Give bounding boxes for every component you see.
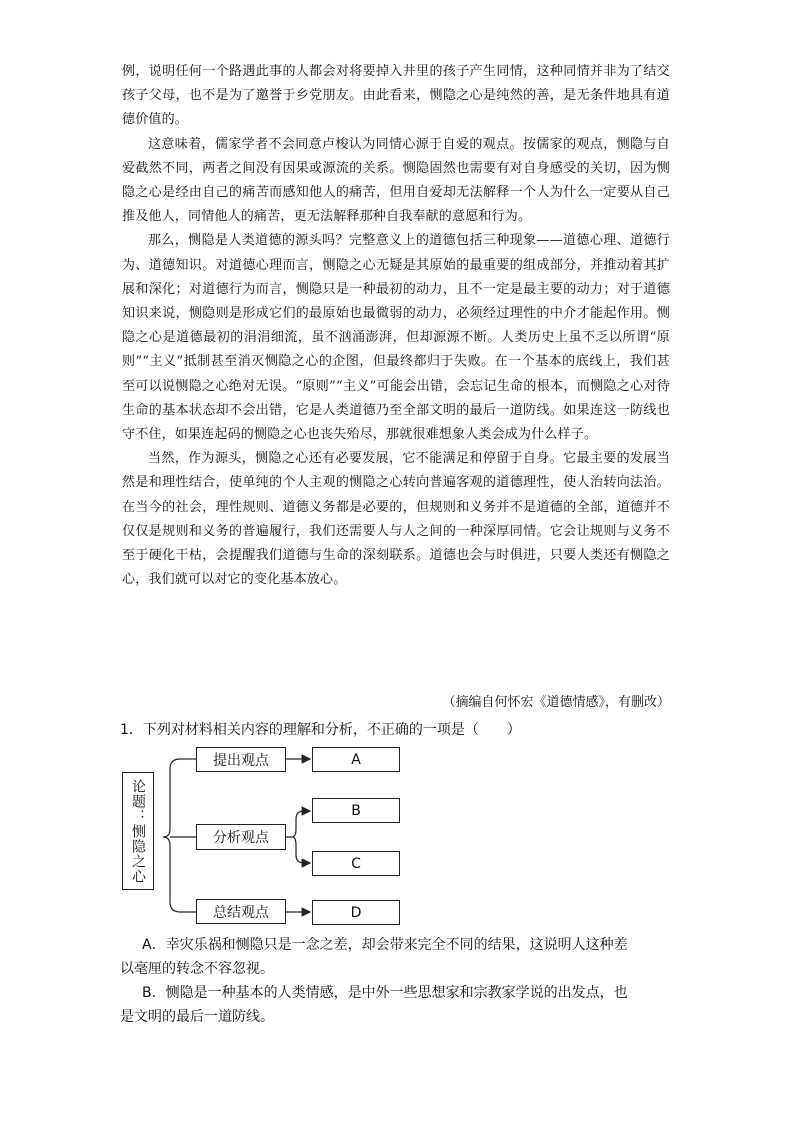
answer-box-c: C <box>312 851 400 876</box>
answer-options <box>120 933 680 1029</box>
passage-source: （摘编自何怀宏《道德情感》，有删改） <box>442 695 670 710</box>
answer-box-d: D <box>312 900 400 925</box>
label-analyze-view: 分析观点 <box>196 824 286 850</box>
label-summarize-view: 总结观点 <box>196 899 286 924</box>
label-propose-view: 提出观点 <box>196 747 286 772</box>
passage-paragraph-1: 例，说明任何一个路遇此事的人都会对将要掉入井里的孩子产生同情，这种同情并非为了结交孩子父母，也不是为了邀誉于乡党朋友。由此看来，恻隐之心是纯然的善，是无条件地具有道德价值的。 <box>122 64 670 128</box>
main-brace <box>163 759 196 912</box>
answer-box-a: A <box>312 747 400 772</box>
passage-paragraph-2: 这意味着，儒家学者不会同意卢梭认为同情心源于自爱的观点。按儒家的观点，恻隐与自爱截然不同，两者之间没有因果或源流的关系。恻隐固然也需要有对自身感受的关切，因为恻隐之心是经由自己的痛苦而感知他人的痛苦，但用自爱却无法解释一个人为什么一定要从自己推及他人，同情他人的痛苦，更无法解释那种自我奉献的意愿和行为。 <box>122 136 670 225</box>
question-stem: 1．下列对材料相关内容的理解和分析，不正确的一项是（ ） <box>120 722 521 738</box>
option-a: A．幸灾乐祸和恻隐只是一念之差，却会带来完全不同的结果，这说明人这种差 <box>142 937 628 953</box>
option-b-continued: 是文明的最后一道防线。 <box>120 1009 274 1025</box>
sub-brace <box>286 811 304 863</box>
topic-box: 论题：恻隐之心 <box>122 772 154 890</box>
reading-passage <box>122 60 670 592</box>
argument-structure-diagram <box>118 745 418 930</box>
option-a-continued: 以毫厘的转念不容忽视。 <box>120 961 274 977</box>
option-b: B．恻隐是一种基本的人类情感，是中外一些思想家和宗教家学说的出发点，也 <box>142 985 628 1001</box>
answer-box-b: B <box>312 798 400 823</box>
passage-paragraph-4: 当然，作为源头，恻隐之心还有必要发展，它不能满足和停留于自身。它最主要的发展当然是和理性结合，使单纯的个人主观的恻隐之心转向普遍客观的道德理性，使人治转向法治。在当今的社会，理性规则、道德义务都是必要的，但规则和义务并不是道德的全部，道德并不仅仅是规则和义务的普遍履行，我们还需要人与人之间的一种深厚同情。它会让规则与义务不至于硬化干枯，会提醒我们道德与生命的深刻联系。道德也会与时俱进，只要人类还有恻隐之心，我们就可以对它的变化基本放心。 <box>122 451 670 588</box>
passage-paragraph-3: 那么，恻隐是人类道德的源头吗？完整意义上的道德包括三种现象——道德心理、道德行为、道德知识。对道德心理而言，恻隐之心无疑是其原始的最重要的组成部分，并推动着其扩展和深化；对道德行为而言，恻隐只是一种最初的动力，且不一定是最主要的动力；对于道德知识来说，恻隐则是形成它们的最原始也最微弱的动力，必须经过理性的中介才能起作用。恻隐之心是道德最初的涓涓细流，虽不汹涌澎湃，但却源源不断。人类历史上虽不乏以所谓“原则”“主义”抵制甚至消灭恻隐之心的企图，但最终都归于失败。在一个基本的底线上，我们甚至可以说恻隐之心绝对无误。“原则”“主义”可能会出错，会忘记生命的根本，而恻隐之心对待生命的基本状态却不会出错，它是人类道德乃至全部文明的最后一道防线。如果连这一防线也守不住，如果连起码的恻隐之心也丧失殆尽，那就很难想象人类会成为什么样子。 <box>122 233 670 443</box>
